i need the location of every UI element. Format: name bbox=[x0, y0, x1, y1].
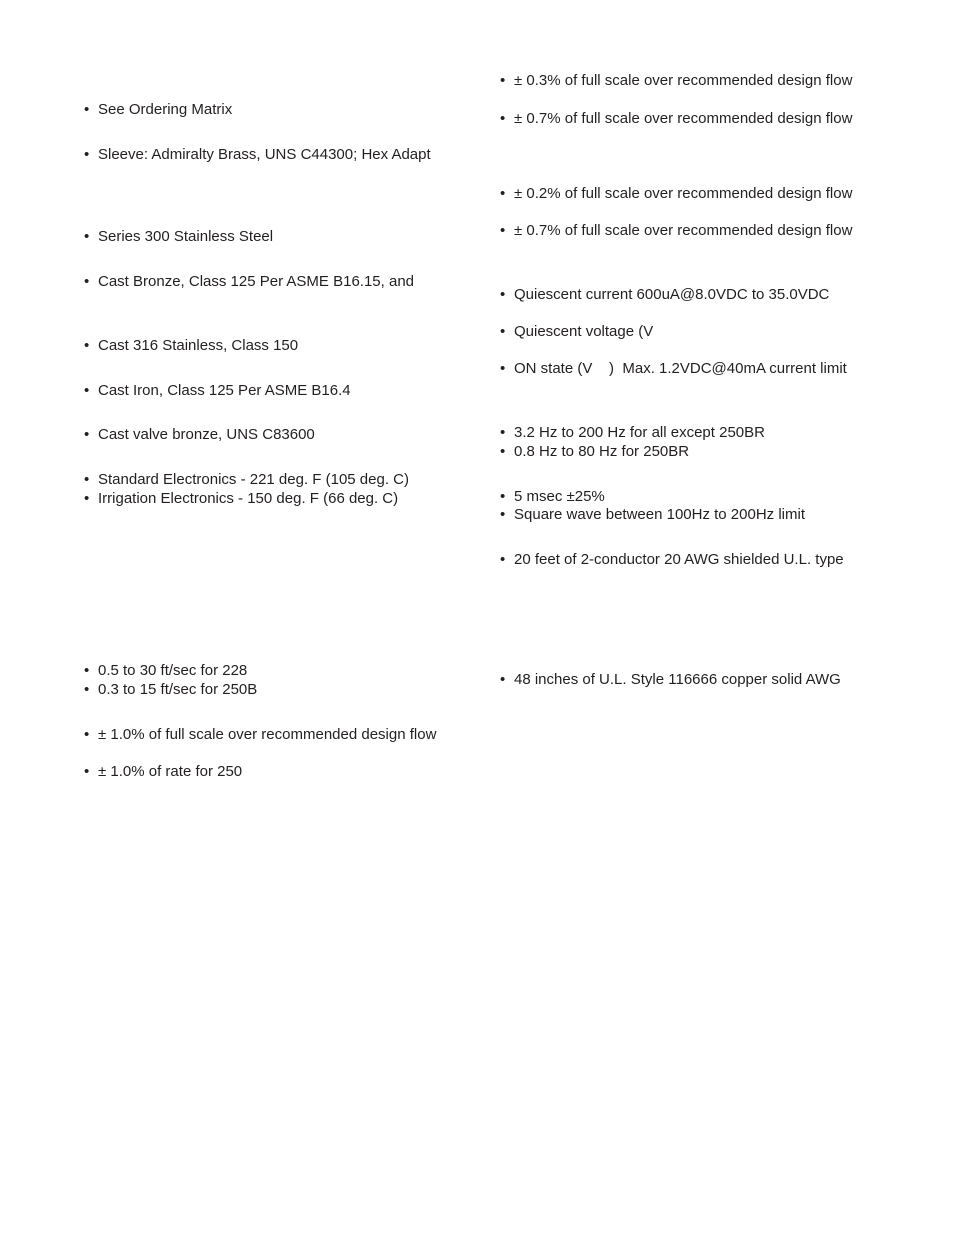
list-item-text: 20 feet of 2-conductor 20 AWG shielded U.L. type bbox=[514, 551, 844, 568]
list-item bbox=[500, 423, 765, 442]
list-item bbox=[500, 487, 605, 506]
list-item bbox=[84, 227, 273, 246]
list-item bbox=[500, 442, 689, 461]
list-item-text: Cast Bronze, Class 125 Per ASME B16.15, and bbox=[98, 273, 415, 290]
list-item bbox=[84, 661, 247, 680]
list-item-text: Cast Iron, Class 125 Per ASME B16.4 bbox=[98, 382, 351, 399]
bullet: • bbox=[500, 72, 506, 89]
list-item-text: Irrigation Electronics - 150 deg. F (66 deg. C) bbox=[98, 490, 399, 507]
list-item bbox=[84, 725, 436, 744]
list-item-text: Standard Electronics - 221 deg. F (105 deg. C) bbox=[98, 471, 410, 488]
list-item-text: Square wave between 100Hz to 200Hz limit bbox=[514, 506, 805, 523]
bullet: • bbox=[500, 424, 506, 441]
list-item-text: Quiescent current 600uA@8.0VDC to 35.0VDC bbox=[514, 286, 830, 303]
bullet: • bbox=[500, 360, 506, 377]
list-item-text: Series 300 Stainless Steel bbox=[98, 228, 274, 245]
bullet: • bbox=[500, 185, 506, 202]
list-item-text: Sleeve: Admiralty Brass, UNS C44300; Hex Adapt bbox=[98, 146, 431, 163]
bullet: • bbox=[500, 551, 506, 568]
list-item-text: 0.5 to 30 ft/sec for 228 bbox=[98, 662, 248, 679]
bullet: • bbox=[84, 146, 90, 163]
list-item bbox=[84, 272, 414, 291]
bullet: • bbox=[84, 337, 90, 354]
bullet: • bbox=[84, 763, 90, 780]
list-item-text: ± 1.0% of full scale over recommended design flow bbox=[98, 726, 437, 743]
bullet: • bbox=[500, 443, 506, 460]
list-item bbox=[500, 670, 841, 689]
bullet: • bbox=[84, 681, 90, 698]
list-item-text: Cast valve bronze, UNS C83600 bbox=[98, 426, 315, 443]
list-item-text: ± 0.7% of full scale over recommended design flow bbox=[514, 110, 853, 127]
bullet: • bbox=[84, 662, 90, 679]
list-item bbox=[500, 109, 852, 128]
list-item bbox=[84, 381, 351, 400]
list-item-text: ON state (V ) Max. 1.2VDC@40mA current limit bbox=[514, 360, 847, 377]
list-item bbox=[84, 470, 409, 489]
bullet: • bbox=[500, 506, 506, 523]
bullet: • bbox=[84, 228, 90, 245]
list-item bbox=[500, 221, 852, 240]
list-item bbox=[500, 359, 847, 378]
list-item bbox=[84, 100, 232, 119]
bullet: • bbox=[84, 471, 90, 488]
list-item-text: 3.2 Hz to 200 Hz for all except 250BR bbox=[514, 424, 765, 441]
list-item bbox=[84, 680, 257, 699]
bullet: • bbox=[500, 323, 506, 340]
bullet: • bbox=[500, 110, 506, 127]
list-item-text: ± 1.0% of rate for 250 bbox=[98, 763, 243, 780]
list-item bbox=[84, 762, 242, 781]
list-item bbox=[500, 184, 852, 203]
list-item-text: Quiescent voltage (V bbox=[514, 323, 654, 340]
list-item bbox=[500, 550, 844, 569]
bullet: • bbox=[84, 382, 90, 399]
list-item-text: 0.3 to 15 ft/sec for 250B bbox=[98, 681, 258, 698]
list-item-text: 5 msec ±25% bbox=[514, 488, 605, 505]
list-item bbox=[84, 145, 431, 164]
list-item bbox=[500, 505, 805, 524]
bullet: • bbox=[84, 101, 90, 118]
list-item-text: ± 0.2% of full scale over recommended design flow bbox=[514, 185, 853, 202]
list-item-text: 0.8 Hz to 80 Hz for 250BR bbox=[514, 443, 690, 460]
list-item bbox=[84, 489, 398, 508]
bullet: • bbox=[500, 286, 506, 303]
list-item bbox=[84, 336, 298, 355]
bullet: • bbox=[84, 273, 90, 290]
bullet: • bbox=[84, 426, 90, 443]
bullet: • bbox=[500, 222, 506, 239]
list-item-text: 48 inches of U.L. Style 116666 copper solid AWG bbox=[514, 671, 841, 688]
list-item-text: Cast 316 Stainless, Class 150 bbox=[98, 337, 299, 354]
bullet: • bbox=[500, 671, 506, 688]
bullet: • bbox=[84, 490, 90, 507]
list-item bbox=[500, 322, 653, 341]
list-item bbox=[84, 425, 315, 444]
list-item-text: ± 0.3% of full scale over recommended design flow bbox=[514, 72, 853, 89]
list-item-text: ± 0.7% of full scale over recommended design flow bbox=[514, 222, 853, 239]
list-item-text: See Ordering Matrix bbox=[98, 101, 233, 118]
bullet: • bbox=[84, 726, 90, 743]
bullet: • bbox=[500, 488, 506, 505]
list-item bbox=[500, 71, 852, 90]
list-item bbox=[500, 285, 829, 304]
